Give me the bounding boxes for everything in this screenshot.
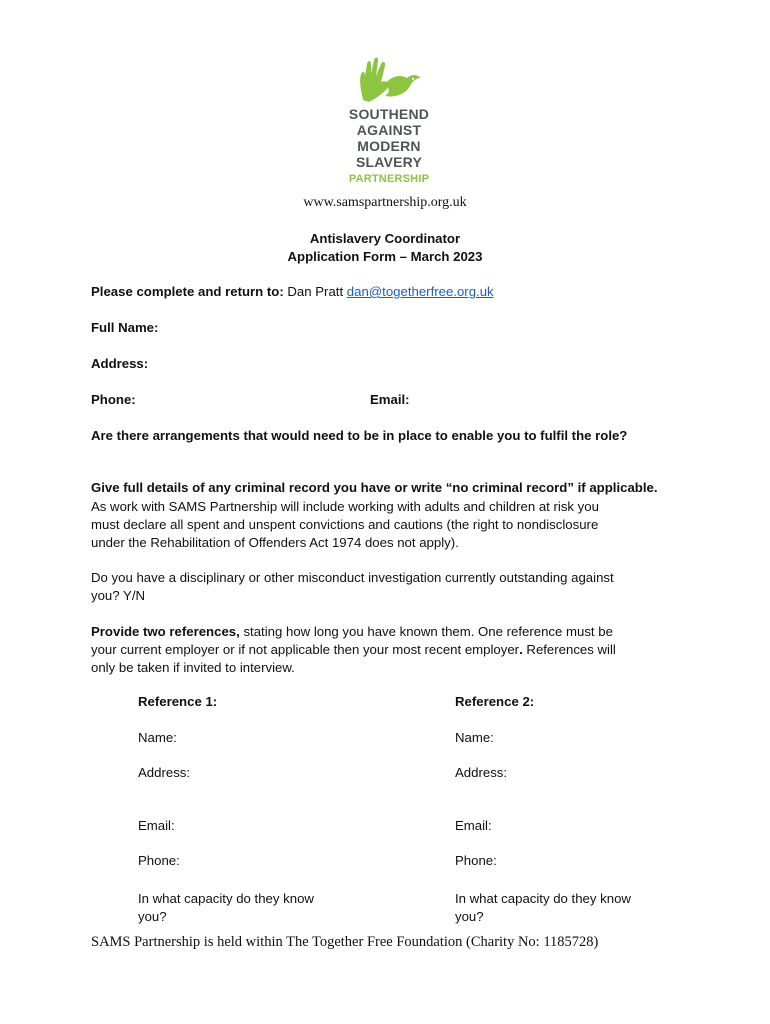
reference-1-heading: Reference 1: xyxy=(138,694,218,709)
phone-label: Phone: xyxy=(91,392,136,407)
form-title-line-1: Antislavery Coordinator xyxy=(309,231,461,246)
reference-1-email-label: Email: xyxy=(138,818,175,833)
email-label: Email: xyxy=(370,392,410,407)
return-to-email-link[interactable]: dan@togetherfree.org.uk xyxy=(346,284,494,299)
criminal-record-line-2: must declare all spent and unspent convictions and cautions (the right to nondisclosure xyxy=(91,517,599,532)
reference-1-capacity-line-1: In what capacity do they know xyxy=(138,891,314,906)
return-to-name: Dan Pratt xyxy=(287,284,344,299)
references-intro-line-1-rest: stating how long you have known them. One reference must be xyxy=(239,624,613,639)
full-name-label: Full Name: xyxy=(91,320,159,335)
reference-1-capacity-line-2: you? xyxy=(138,909,167,924)
reference-2-name-label: Name: xyxy=(455,730,494,745)
hands-and-dove-icon xyxy=(355,54,425,104)
reference-2-heading: Reference 2: xyxy=(455,694,535,709)
reference-2-capacity-line-2: you? xyxy=(455,909,484,924)
reference-2-email-label: Email: xyxy=(455,818,492,833)
reference-2-capacity-line-1: In what capacity do they know xyxy=(455,891,631,906)
reference-1-address-label: Address: xyxy=(138,765,191,780)
criminal-record-body xyxy=(91,498,681,552)
reference-2-address-label: Address: xyxy=(455,765,508,780)
logo-line-3: MODERN xyxy=(357,138,421,154)
reference-1-phone-label: Phone: xyxy=(138,853,180,868)
references-intro-line-3: only be taken if invited to interview. xyxy=(91,660,295,675)
footer-charity-note: SAMS Partnership is held within The Together Free Foundation (Charity No: 1185728) xyxy=(91,934,599,950)
criminal-record-line-1: As work with SAMS Partnership will include working with adults and children at risk you xyxy=(91,499,599,514)
references-intro-line-2-a: your current employer or if not applicable then your most recent employer xyxy=(91,642,520,657)
references-intro xyxy=(91,623,681,677)
logo-line-4: SLAVERY xyxy=(356,154,422,170)
logo-line-2: AGAINST xyxy=(356,122,422,138)
arrangements-question: Are there arrangements that would need to be in place to enable you to fulfil the role? xyxy=(91,428,628,443)
criminal-record-heading: Give full details of any criminal record you have or write “no criminal record” if applicable. xyxy=(91,480,658,495)
form-title-line-2: Application Form – March 2023 xyxy=(287,249,483,264)
sams-logo xyxy=(337,54,441,186)
references-intro-line-1 xyxy=(91,623,681,641)
reference-2-capacity-question xyxy=(455,890,631,926)
logo-subline: PARTNERSHIP xyxy=(348,173,430,185)
address-label: Address: xyxy=(91,356,149,371)
disciplinary-question xyxy=(91,569,681,605)
reference-2-phone-label: Phone: xyxy=(455,853,497,868)
disciplinary-line-2: you? Y/N xyxy=(91,588,146,603)
criminal-record-line-3: under the Rehabilitation of Offenders Act 1974 does not apply). xyxy=(91,535,459,550)
website-url: www.samspartnership.org.uk xyxy=(303,195,467,210)
logo-line-1: SOUTHEND xyxy=(348,106,430,122)
reference-1-capacity-question xyxy=(138,890,314,926)
return-to-label: Please complete and return to: xyxy=(91,284,284,299)
reference-1-name-label: Name: xyxy=(138,730,177,745)
references-intro-line-2-dot: . xyxy=(519,642,523,657)
references-intro-line-2 xyxy=(91,641,681,659)
references-intro-bold: Provide two references, xyxy=(91,624,240,639)
return-to-line xyxy=(91,284,494,299)
references-intro-line-2-b: References will xyxy=(522,642,616,657)
disciplinary-line-1: Do you have a disciplinary or other misconduct investigation currently outstanding against xyxy=(91,570,614,585)
